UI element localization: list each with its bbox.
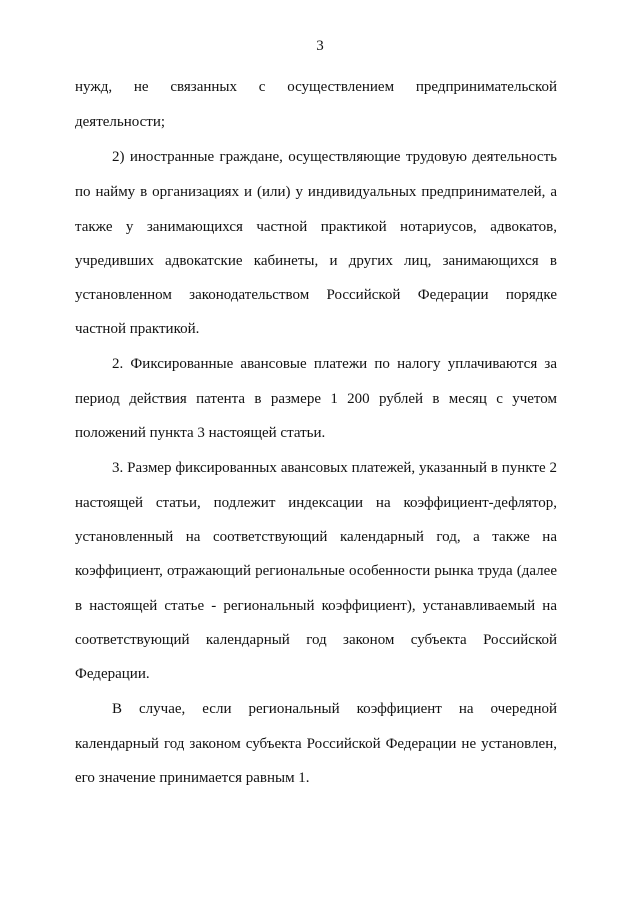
text-line: 3. Размер фиксированных авансовых платежей, указанный в пункте 2 bbox=[112, 460, 557, 476]
text-line: его значение принимается равным 1. bbox=[75, 770, 310, 786]
text-line: В случае, если региональный коэффициент на очередной bbox=[112, 701, 557, 717]
text-line: нужд, не связанных с осуществлением предпринимательской bbox=[75, 79, 557, 95]
text-line: Федерации. bbox=[75, 666, 150, 682]
text-line: коэффициент, отражающий региональные особенности рынка труда (далее bbox=[75, 563, 557, 579]
text-line: период действия патента в размере 1 200 рублей в месяц с учетом bbox=[75, 391, 557, 407]
text-line: соответствующий календарный год законом субъекта Российской bbox=[75, 632, 557, 648]
text-line: также у занимающихся частной практикой нотариусов, адвокатов, bbox=[75, 219, 557, 235]
text-line: настоящей статьи, подлежит индексации на коэффициент-дефлятор, bbox=[75, 495, 557, 511]
text-line: по найму в организациях и (или) у индивидуальных предпринимателей, а bbox=[75, 184, 557, 200]
text-line: в настоящей статье - региональный коэффициент), устанавливаемый на bbox=[75, 598, 557, 614]
text-line: календарный год законом субъекта Российской Федерации не установлен, bbox=[75, 736, 557, 752]
text-line: 2) иностранные граждане, осуществляющие трудовую деятельность bbox=[112, 149, 557, 165]
text-line: частной практикой. bbox=[75, 321, 200, 337]
text-line: учредивших адвокатские кабинеты, и других лиц, занимающихся в bbox=[75, 253, 557, 269]
text-line: положений пункта 3 настоящей статьи. bbox=[75, 425, 326, 441]
text-line: 2. Фиксированные авансовые платежи по налогу уплачиваются за bbox=[112, 356, 557, 372]
text-line: установленный на соответствующий календарный год, а также на bbox=[75, 529, 557, 545]
text-line: деятельности; bbox=[75, 114, 166, 130]
text-line: установленном законодательством Российской Федерации порядке bbox=[75, 287, 557, 303]
page-number: 3 bbox=[316, 38, 324, 54]
